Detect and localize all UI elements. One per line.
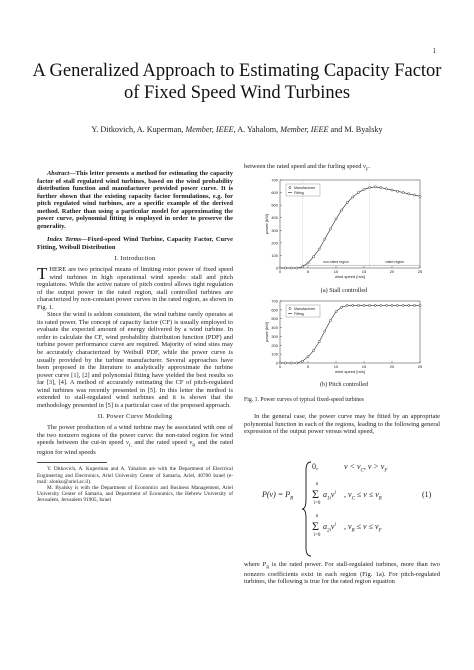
- manufacturer-point: [397, 190, 399, 192]
- x-tick-label: 25: [417, 269, 423, 274]
- y-tick-label: 300: [271, 227, 278, 233]
- manufacturer-point: [290, 362, 292, 364]
- section-1-paragraph-1: [37, 266, 233, 311]
- y-tick-label: 700: [271, 298, 278, 304]
- manufacturer-point: [285, 267, 287, 269]
- x-tick-label: 20: [389, 269, 395, 274]
- equation-case-1-cond: $v < v_C$, $v > v_F$: [344, 462, 388, 474]
- manufacturer-point: [397, 304, 399, 306]
- y-tick-label: 500: [271, 316, 278, 322]
- manufacturer-point: [419, 195, 421, 197]
- y-tick-label: 300: [271, 333, 278, 339]
- manufacturer-point: [324, 238, 326, 240]
- manufacturer-point: [341, 209, 343, 211]
- figure-caption: Fig. 1. Power curves of typical fixed-speed turbines: [244, 397, 364, 403]
- manufacturer-point: [369, 186, 371, 188]
- manufacturer-point: [296, 267, 298, 269]
- eq-case3-term: $a_{2i}v^i$: [323, 522, 336, 534]
- right-p1-text: In the general case, the power curve may be fitted by an appropriate polynomial function in each of the regions, leading to the following general expression of the output power versus wind speed,: [244, 413, 440, 436]
- right-top-text-b: .: [368, 163, 371, 170]
- y-tick-label: 400: [271, 325, 278, 331]
- manufacturer-point: [329, 319, 331, 321]
- section-1-heading: I. Introduction: [114, 255, 156, 263]
- manufacturer-point: [374, 304, 376, 306]
- x-tick-label: 10: [333, 269, 339, 274]
- y-axis-label: power [kW]: [264, 213, 269, 235]
- left-column: [37, 170, 233, 504]
- x-tick-label: 5: [306, 269, 310, 274]
- manufacturer-point: [346, 304, 348, 306]
- footnote-rule: [37, 462, 107, 463]
- rated-region-label: rated region: [385, 260, 405, 265]
- authors-part-c: and M. Byalsky: [328, 125, 383, 134]
- eq-case1-cond: v < v: [344, 462, 361, 471]
- index-terms: [37, 236, 233, 251]
- x-tick-label: 25: [417, 364, 423, 369]
- y-tick-label: 400: [271, 215, 278, 221]
- manufacturer-point: [352, 196, 354, 198]
- manufacturer-point: [285, 362, 287, 364]
- eq-case1-val: 0,: [312, 462, 318, 471]
- x-tick-label: 0: [278, 364, 282, 369]
- abstract: [37, 170, 233, 230]
- dropcap: T: [37, 264, 48, 284]
- manufacturer-point: [357, 191, 359, 193]
- y-tick-label: 200: [271, 342, 278, 348]
- right-p2-text-b: is the rated power. For stall-regulated turbines, more than two nonzero coefficients exist in each region (Fig. 1a). For pitch-regulated turbines, the following is true for the rated region equation: [244, 561, 440, 586]
- eq-case3-cond: , $v_R \le v \le v_F$: [344, 522, 382, 534]
- equation-number: (1): [422, 490, 432, 499]
- manufacturer-point: [357, 304, 359, 306]
- manufacturer-point: [279, 362, 281, 364]
- paper-title: A Generalized Approach to Estimating Capacity Factor of Fixed Speed Wind Turbines: [32, 61, 442, 103]
- x-axis-label: wind speed [m/s]: [334, 369, 366, 374]
- manufacturer-point: [346, 202, 348, 204]
- footnote-1: Y. Ditkovich, A. Kuperman and A. Yahalom are with the Department of Electrical Engineering and Electronics, Ariel University Center of Samaria, Ariel, 40700 Israel (e-mail: alonku@ariel.ac.il).: [37, 466, 233, 485]
- manufacturer-point: [318, 341, 320, 343]
- manufacturer-point: [352, 304, 354, 306]
- manufacturer-point: [413, 194, 415, 196]
- eq-case2-term: $a_{1i}v^i$: [323, 490, 336, 502]
- authors-member-1: Member, IEEE: [185, 125, 234, 134]
- manufacturer-point: [363, 304, 365, 306]
- legend-fitting-label: Fitting: [294, 191, 304, 195]
- x-tick-label: 10: [333, 364, 339, 369]
- y-tick-label: 0: [275, 360, 278, 366]
- caption-a: (a) Stall controlled: [320, 287, 368, 294]
- eq-case2-cond: , $v_C \le v \le v_R$: [344, 490, 382, 502]
- manufacturer-point: [335, 218, 337, 220]
- eq-case2-sum-bottom: i=0: [313, 501, 321, 506]
- right-p2-text-a: where: [244, 561, 263, 568]
- manufacturer-point: [307, 262, 309, 264]
- y-tick-label: 0: [275, 265, 278, 271]
- manufacturer-point: [307, 356, 309, 358]
- manufacturer-point: [301, 360, 303, 362]
- s2-text-b: and the rated speed: [131, 439, 190, 447]
- section-1-p1-text: HERE are two principal means of limiting rotor power of fixed speed wind turbines in high operational wind speeds: stall and pitch regulations. While the active nature of pitch control allows tight regulation of the output power in the rated region, stall controlled turbines are characterized by non-constant power curves in the rated region, as shown in Fig. 1.: [37, 266, 233, 311]
- eq-case2-sum: Σ: [312, 487, 319, 501]
- eq-case2-sum-top: n: [315, 482, 319, 487]
- manufacturer-point: [290, 267, 292, 269]
- equation-brace: [302, 460, 312, 558]
- manufacturer-point: [369, 304, 371, 306]
- eq-case1-cond2: , v > v: [363, 462, 385, 471]
- legend-manufacturer-marker: [289, 307, 291, 309]
- manufacturer-point: [335, 311, 337, 313]
- figure-1a-chart: [258, 174, 430, 284]
- manufacturer-point: [408, 193, 410, 195]
- manufacturer-point: [279, 267, 281, 269]
- eq-case3-sum: Σ: [312, 519, 319, 533]
- manufacturer-point: [413, 304, 415, 306]
- manufacturer-point: [419, 304, 421, 306]
- y-axis-label: power [kW]: [264, 321, 269, 343]
- y-tick-label: 200: [271, 240, 278, 246]
- y-tick-label: 600: [271, 190, 278, 196]
- x-tick-label: 15: [361, 269, 367, 274]
- x-tick-label: 20: [389, 364, 395, 369]
- eq-lhs-text: P(v) = P: [262, 490, 291, 499]
- caption-b: (b) Pitch controlled: [319, 381, 369, 388]
- author-line: [40, 125, 434, 134]
- manufacturer-point: [313, 350, 315, 352]
- manufacturer-point: [391, 189, 393, 191]
- manufacturer-point: [296, 362, 298, 364]
- right-p2: where $P_R$ is the rated power. For stall-regulated turbines, more than two nonzero coefficients exist in each region (Fig. 1a). For pitch-regulated turbines, the following is true for the rated region equation: [244, 561, 440, 586]
- equation-lhs: $P(v) = P_R$: [262, 490, 294, 502]
- y-tick-label: 100: [271, 351, 278, 357]
- right-top-text-a: between the rated speed and the furling speed: [244, 163, 364, 170]
- legend-manufacturer-label: Manufacturer: [294, 186, 316, 190]
- eq-case3-sum-top: n: [315, 514, 319, 519]
- eq-case3-cond-text: , v: [344, 522, 352, 531]
- y-tick-label: 700: [271, 177, 278, 183]
- manufacturer-point: [408, 304, 410, 306]
- section-2-paragraph-1: The power production of a wind turbine may be associated with one of the two nonzero regions of the power curve: the non-rated region for wind speeds between the cut-in speed $v_C$ and the rated speed $v_R$ and the rated region for wind speeds: [37, 423, 233, 456]
- eq-case3-sum-bottom: i=0: [313, 533, 321, 538]
- manufacturer-point: [402, 304, 404, 306]
- manufacturer-point: [329, 228, 331, 230]
- manufacturer-point: [402, 191, 404, 193]
- manufacturer-point: [380, 186, 382, 188]
- footnote-2: M. Byalsky is with the Department of Economics and Business Management, Ariel University Center of Samaria, and Department of Economics, the Hebrew University of Jerusalem, Jerusalem 91905, Israel: [37, 485, 233, 504]
- manufacturer-point: [324, 330, 326, 332]
- y-tick-label: 100: [271, 252, 278, 258]
- manufacturer-point: [363, 188, 365, 190]
- index-terms-text: —Fixed-speed Wind Turbine, Capacity Factor, Curve Fitting, Weibull Distribution: [37, 236, 233, 251]
- legend-manufacturer-marker: [289, 186, 291, 188]
- y-tick-label: 600: [271, 307, 278, 313]
- authors-part-a: Y. Ditkovich, A. Kuperman,: [91, 125, 186, 134]
- eq-case2-cond-text: , v: [344, 490, 352, 499]
- manufacturer-point: [374, 186, 376, 188]
- non-rated-region-label: non-rated region: [323, 260, 349, 265]
- authors-part-b: , A. Yahalom,: [233, 125, 281, 134]
- manufacturer-point: [380, 304, 382, 306]
- manufacturer-point: [341, 306, 343, 308]
- s2-text-c: and the rated region for wind speeds: [37, 439, 233, 456]
- manufacturer-point: [313, 256, 315, 258]
- x-axis-label: wind speed [m/s]: [334, 274, 366, 279]
- right-paragraph-1: [244, 413, 440, 436]
- manufacturer-point: [318, 248, 320, 250]
- authors-member-2: Member, IEEE: [280, 125, 329, 134]
- manufacturer-point: [391, 304, 393, 306]
- s2-text-a: The power production of a wind turbine may be associated with one of the two nonzero regions of the power curve: the non-rated region for wind speeds between the cut-in speed: [37, 423, 233, 447]
- y-tick-label: 500: [271, 202, 278, 208]
- abstract-label: Abstract: [47, 170, 70, 177]
- figure-1b-chart: [258, 297, 430, 377]
- manufacturer-point: [301, 266, 303, 268]
- abstract-text: —This letter presents a method for estimating the capacity factor of stall regulated wind turbines, based on the wind probability distribution function and manufacturer provided power curve. It is further shown that the existing capacity factor formulations, e.g. for pitch regulated wind turbines, are a specific example of the derived method. Rather than using a particular model for approximating the power curve, polynomial fitting is employed in order to preserve the generality.: [37, 170, 233, 230]
- x-tick-label: 0: [278, 269, 282, 274]
- x-tick-label: 15: [361, 364, 367, 369]
- page-number: 1: [432, 47, 436, 55]
- x-tick-label: 5: [306, 364, 310, 369]
- equation-case-1: [312, 462, 318, 471]
- section-1-paragraph-2: Since the wind is seldom consistent, the wind turbine rarely operates at its rated power. The concept of capacity factor (CF) is usually employed to evaluate the expected amount of energy delivered by a wind turbine. In order to calculate the CF, wind probability distribution function (PDF) and turbine power performance curve are required. Majority of wind sites may be accurately characterized by Weibull PDF, while the power curve is usually provided by the turbine manufacturer. Several approaches have been proposed in the literature to analytically approximate the turbine power curve [1], [2] and polynomial fitting have yielded the best results so far [3], [4]. A method of accurately estimating the CF of pitch-regulated wind turbines was recently presented in [5]. In this letter the method is extended to stall-regulated wind turbines and it is shown that the methodology presented in [5] is a particular case of the proposed approach.: [37, 311, 233, 409]
- index-terms-label: Index Terms: [47, 236, 82, 244]
- manufacturer-point: [385, 304, 387, 306]
- legend-manufacturer-label: Manufacturer: [294, 307, 316, 311]
- right-top-text: between the rated speed and the furling speed $v_F$.: [244, 163, 371, 172]
- section-2-heading: II. Power Curve Modeling: [97, 413, 173, 421]
- manufacturer-point: [385, 188, 387, 190]
- right-paragraph-2: [244, 561, 440, 586]
- legend-fitting-label: Fitting: [294, 312, 304, 316]
